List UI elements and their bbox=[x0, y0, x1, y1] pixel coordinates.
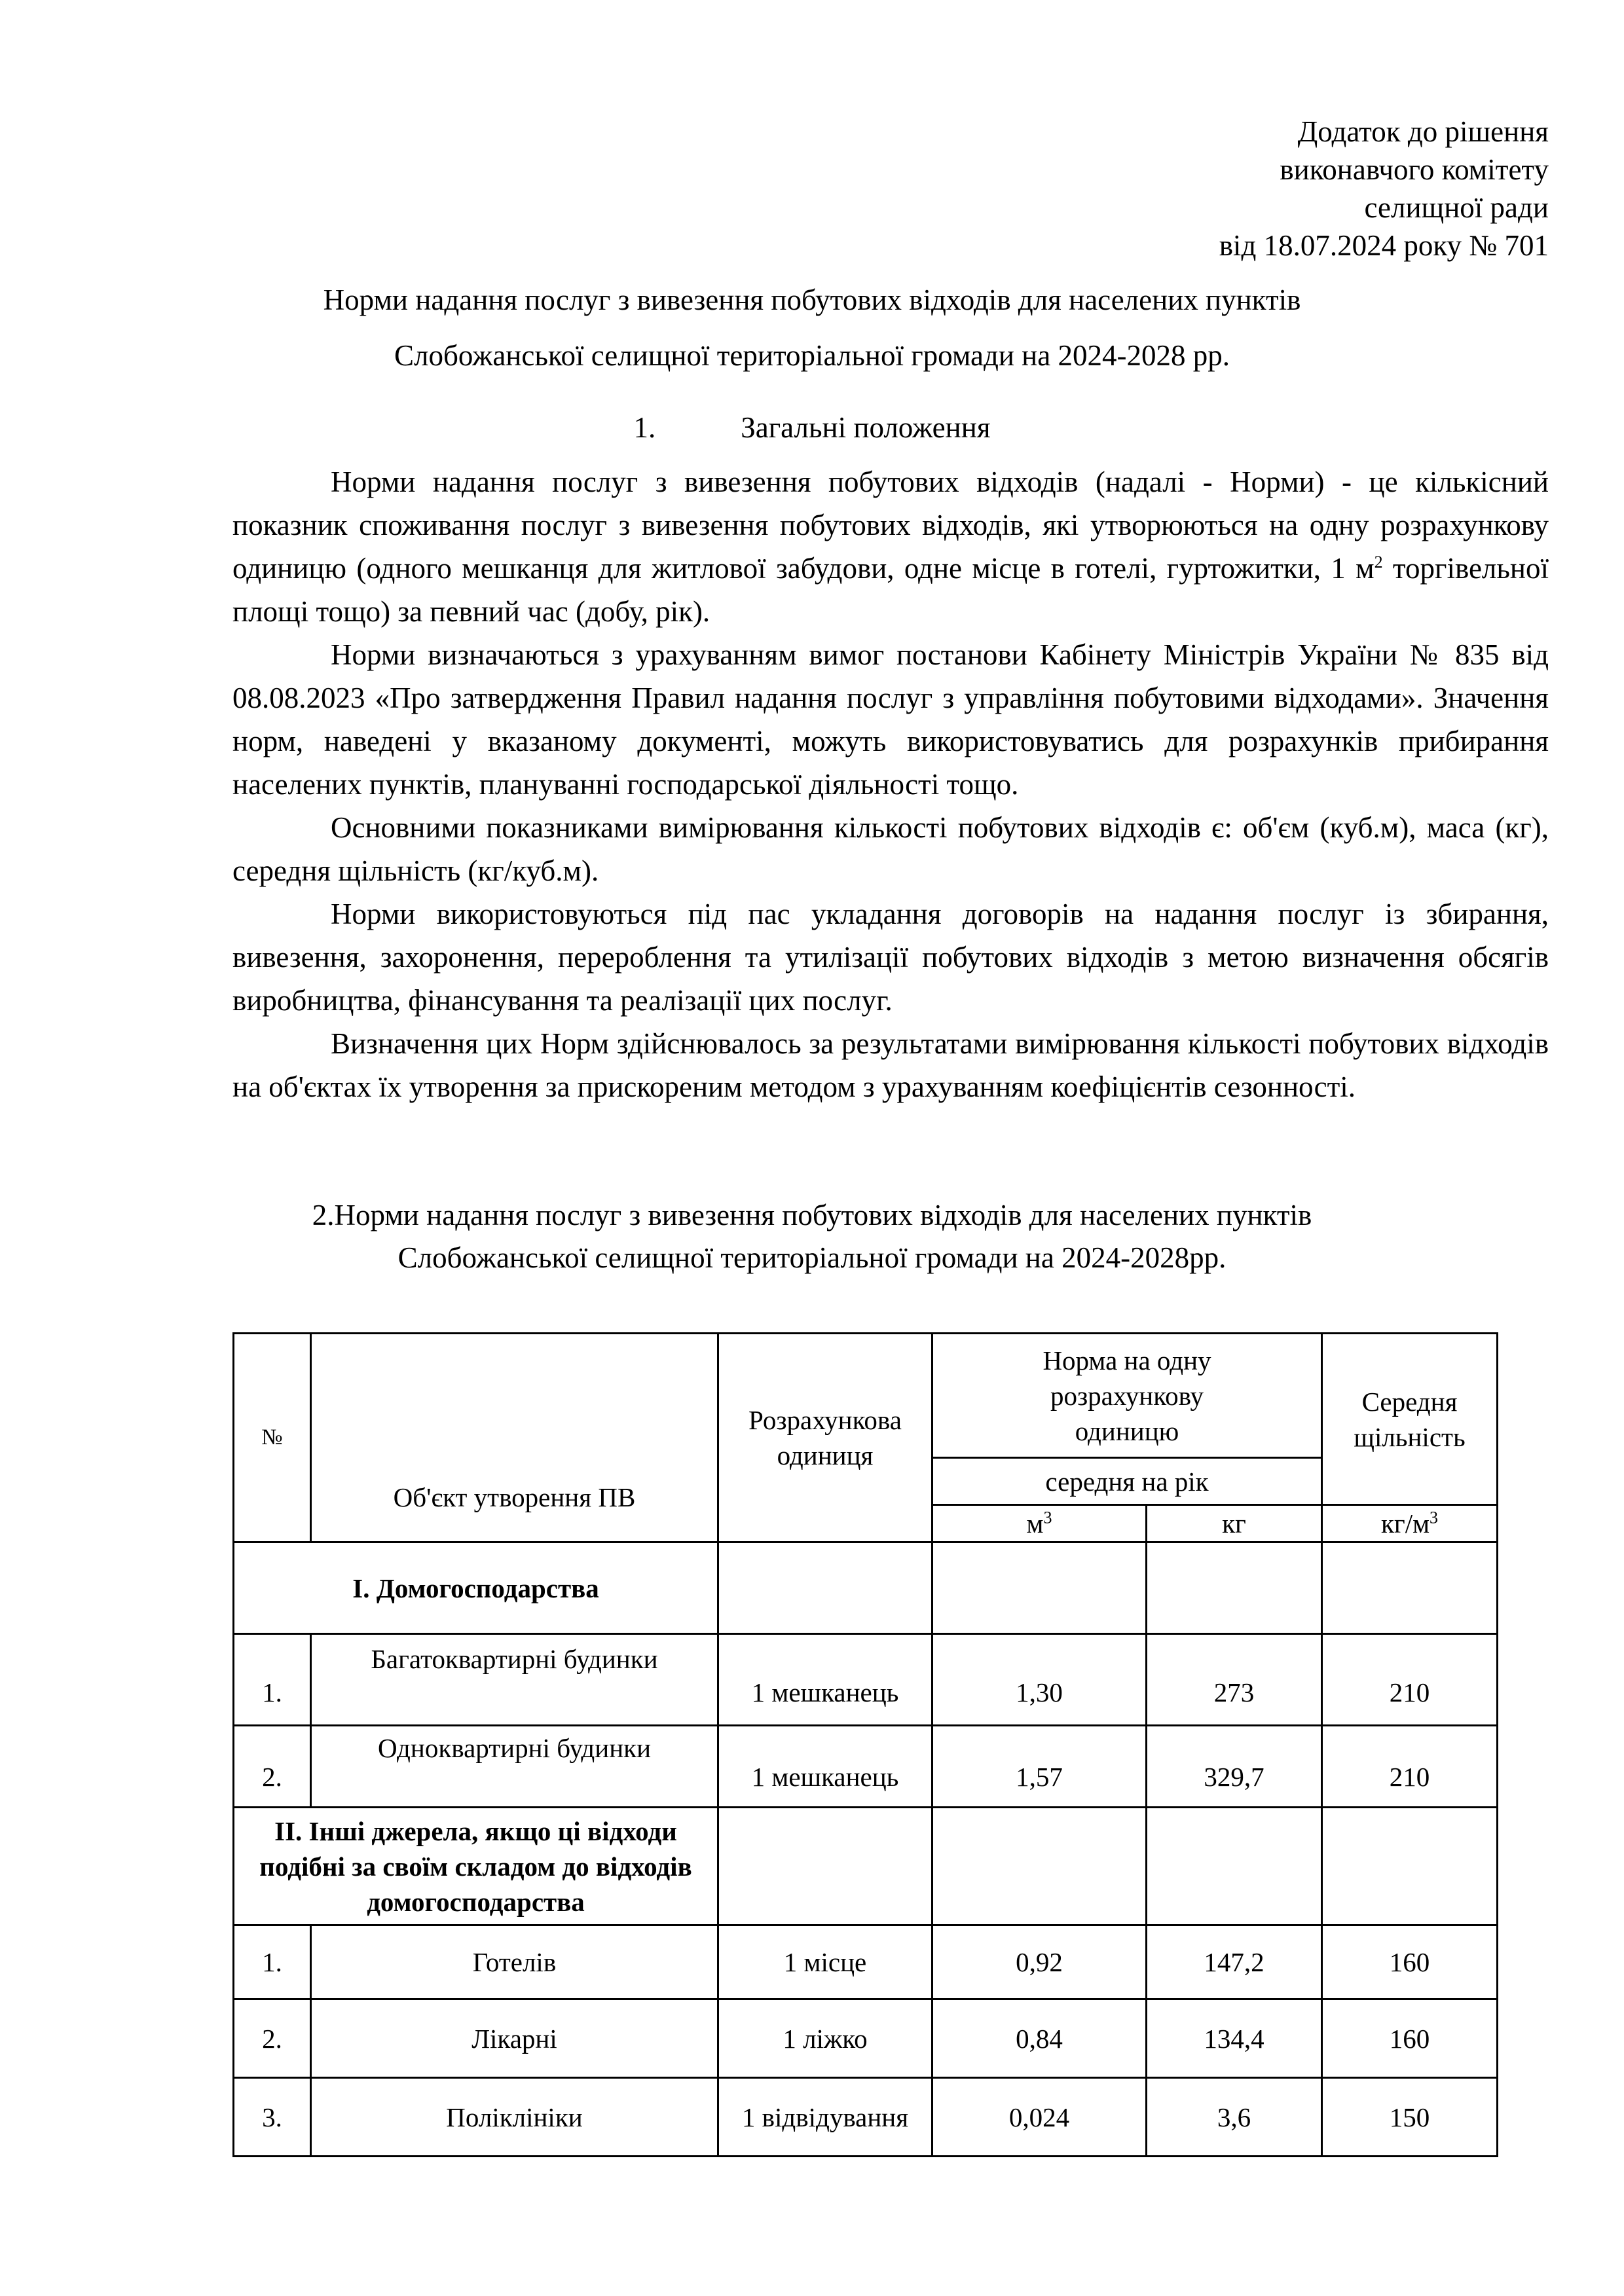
section-1-title: Загальні положення bbox=[741, 411, 991, 444]
paragraph-3: Основними показниками вимірювання кількості побутових відходів є: об'єм (куб.м), маса (кг), середня щільність (кг/куб.м). bbox=[232, 811, 1549, 887]
header-kg: кг bbox=[1147, 1505, 1322, 1542]
paragraph-1-text: Норми надання послуг з вивезення побутових відходів (надалі - Норми) - це кількісний показник споживання послуг з вивезення побутових відходів, які утворюються на одну розрахункову одиницю (одного мешканця для житлової забудови, одне місце в готелі, гуртожитки, 1 м bbox=[232, 465, 1549, 585]
header-m3 bbox=[932, 1505, 1147, 1542]
table-row bbox=[234, 1999, 1498, 2078]
row-unit: 1 мешканець bbox=[718, 1634, 932, 1726]
header-object: Об'єкт утворення ПВ bbox=[311, 1334, 718, 1542]
paragraph-5: Визначення цих Норм здійснювалось за результатами вимірювання кількості побутових відходів на об'єктах їх утворення за прискореним методом з урахуванням коефіцієнтів сезонності. bbox=[232, 1027, 1549, 1103]
norms-table bbox=[232, 1332, 1498, 2157]
document-title-line-1: Норми надання послуг з вивезення побутових відходів для населених пунктів bbox=[323, 283, 1301, 316]
paragraph-4: Норми використовуються під пас укладання договорів на надання послуг із збирання, вивезення, захоронення, перероблення та утилізації побутових відходів з метою визначення обсягів виробництва, фінансування та реалізації цих послуг. bbox=[232, 898, 1549, 1017]
appendix-header bbox=[1219, 113, 1549, 264]
group-households-label: I. Домогосподарства bbox=[234, 1542, 718, 1634]
row-unit: 1 ліжко bbox=[718, 1999, 932, 2078]
table-row bbox=[234, 1726, 1498, 1808]
row-m3: 0,84 bbox=[932, 1999, 1147, 2078]
row-m3: 1,57 bbox=[932, 1726, 1147, 1808]
header-density-unit-sup: 3 bbox=[1430, 1508, 1439, 1527]
empty-cell bbox=[932, 1542, 1147, 1634]
row-kg: 3,6 bbox=[1147, 2078, 1322, 2157]
row-m3: 0,92 bbox=[932, 1925, 1147, 1999]
row-object: Багатоквартирні будинки bbox=[311, 1634, 718, 1726]
table-row bbox=[234, 1925, 1498, 1999]
header-density-unit bbox=[1322, 1505, 1498, 1542]
table-header-row-1 bbox=[234, 1334, 1498, 1458]
row-kg: 134,4 bbox=[1147, 1999, 1322, 2078]
row-object: Лікарні bbox=[311, 1999, 718, 2078]
table-row bbox=[234, 2078, 1498, 2157]
paragraph-1-sup: 2 bbox=[1374, 553, 1383, 572]
appendix-line-3: селищної ради bbox=[1364, 191, 1549, 224]
empty-cell bbox=[1147, 1808, 1322, 1925]
empty-cell bbox=[1322, 1808, 1498, 1925]
header-m3-text: м bbox=[1026, 1508, 1044, 1539]
paragraph-1-text-end: торгівельної площі тощо) за певний час (добу, рік). bbox=[232, 552, 1549, 628]
row-density: 150 bbox=[1322, 2078, 1498, 2157]
row-m3: 0,024 bbox=[932, 2078, 1147, 2157]
header-average-per-year: середня на рік bbox=[932, 1458, 1322, 1505]
row-unit: 1 місце bbox=[718, 1925, 932, 1999]
row-number: 1. bbox=[234, 1634, 311, 1726]
section-1-heading bbox=[0, 410, 1624, 445]
row-kg: 147,2 bbox=[1147, 1925, 1322, 1999]
row-density: 160 bbox=[1322, 1925, 1498, 1999]
empty-cell bbox=[718, 1542, 932, 1634]
appendix-line-4: від 18.07.2024 року № 701 bbox=[1219, 229, 1549, 262]
group-other-sources-label: II. Інші джерела, якщо ці відходи подібні за своїм складом до відходів домогосподарства bbox=[234, 1808, 718, 1925]
row-object: Одноквартирні будинки bbox=[311, 1726, 718, 1808]
section-1-number: 1. bbox=[633, 411, 656, 444]
row-density: 160 bbox=[1322, 1999, 1498, 2078]
row-density: 210 bbox=[1322, 1726, 1498, 1808]
row-object: Готелів bbox=[311, 1925, 718, 1999]
empty-cell bbox=[1147, 1542, 1322, 1634]
header-unit: Розрахункова одиниця bbox=[718, 1334, 932, 1542]
appendix-line-2: виконавчого комітету bbox=[1280, 153, 1549, 186]
header-m3-sup: 3 bbox=[1043, 1508, 1052, 1527]
table-row bbox=[234, 1634, 1498, 1726]
row-kg: 329,7 bbox=[1147, 1726, 1322, 1808]
section-2-heading-line-1: 2.Норми надання послуг з вивезення побутових відходів для населених пунктів bbox=[312, 1199, 1312, 1231]
header-norm: Норма на одну розрахункову одиницю bbox=[932, 1334, 1322, 1458]
row-unit: 1 відвідування bbox=[718, 2078, 932, 2157]
section-1-body bbox=[232, 460, 1549, 1108]
empty-cell bbox=[932, 1808, 1147, 1925]
empty-cell bbox=[1322, 1542, 1498, 1634]
row-number: 3. bbox=[234, 2078, 311, 2157]
row-unit: 1 мешканець bbox=[718, 1726, 932, 1808]
row-object: Поліклініки bbox=[311, 2078, 718, 2157]
header-number: № bbox=[234, 1334, 311, 1542]
row-m3: 1,30 bbox=[932, 1634, 1147, 1726]
appendix-line-1: Додаток до рішення bbox=[1297, 115, 1549, 148]
header-density-unit-text: кг/м bbox=[1380, 1508, 1430, 1539]
row-number: 2. bbox=[234, 1726, 311, 1808]
row-density: 210 bbox=[1322, 1634, 1498, 1726]
row-kg: 273 bbox=[1147, 1634, 1322, 1726]
paragraph-2: Норми визначаються з урахуванням вимог постанови Кабінету Міністрів України № 835 від 08.08.2023 «Про затвердження Правил надання послуг з управління побутовими відходами». Значення норм, наведені у вказаному документі, можуть використовуватись для розрахунків прибирання населених пунктів, плануванні господарської діяльності тощо. bbox=[232, 638, 1549, 801]
empty-cell bbox=[718, 1808, 932, 1925]
group-row-other-sources bbox=[234, 1808, 1498, 1925]
header-density: Середня щільність bbox=[1322, 1334, 1498, 1505]
row-number: 2. bbox=[234, 1999, 311, 2078]
row-number: 1. bbox=[234, 1925, 311, 1999]
paragraph-1 bbox=[232, 460, 1549, 633]
group-row-households bbox=[234, 1542, 1498, 1634]
document-title-line-2: Слобожанської селищної територіальної громади на 2024-2028 рр. bbox=[394, 339, 1230, 372]
section-2-heading-line-2: Слобожанської селищної територіальної громади на 2024-2028рр. bbox=[397, 1241, 1227, 1274]
